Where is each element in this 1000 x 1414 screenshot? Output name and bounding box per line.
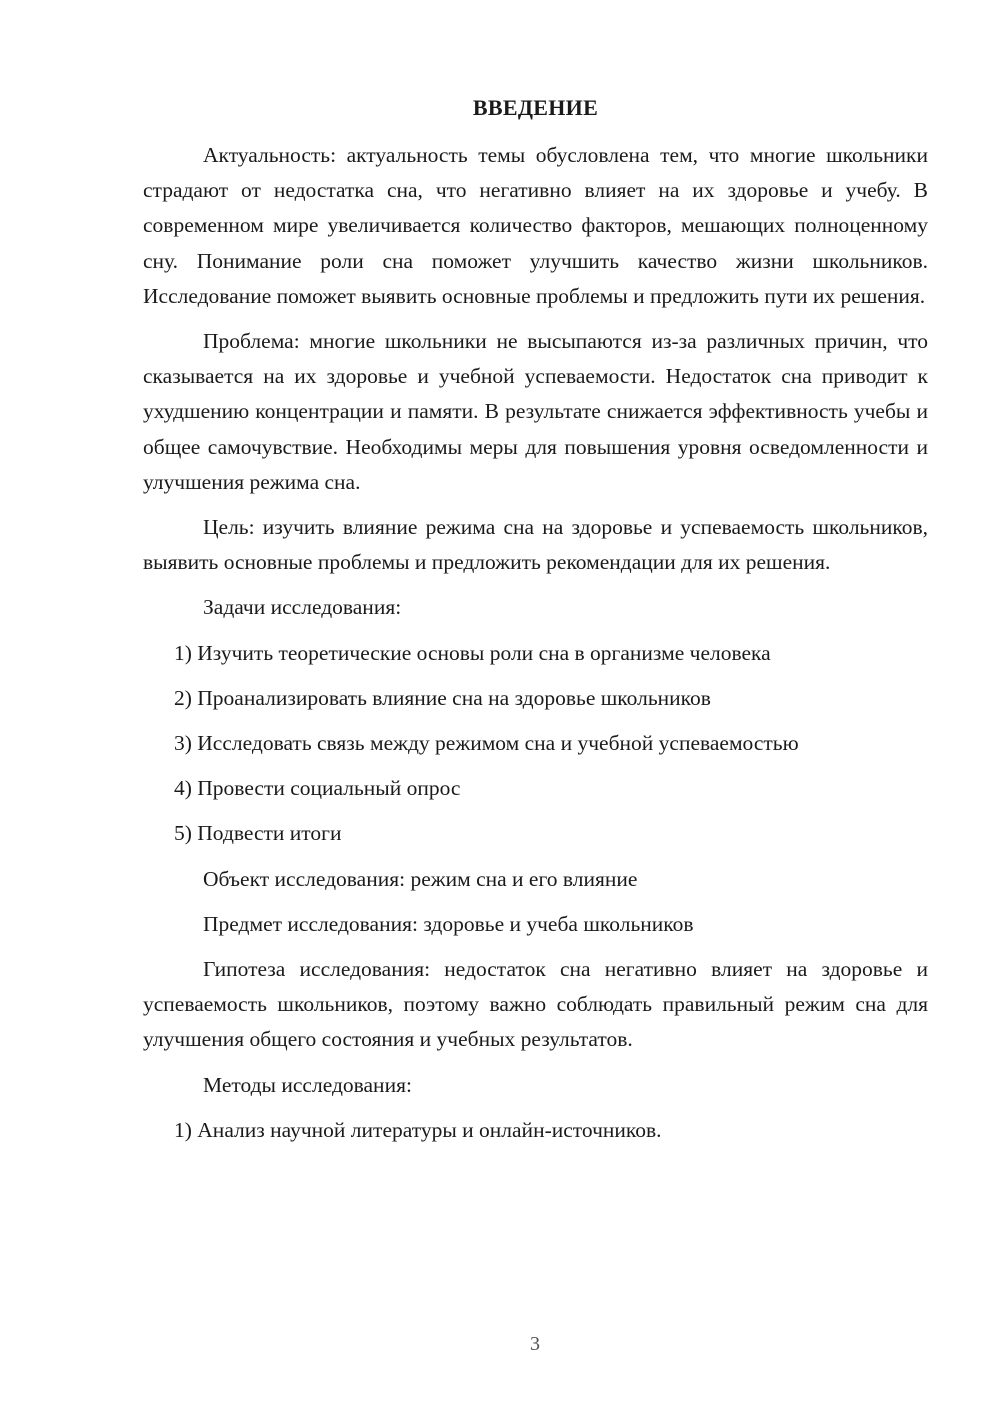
task-item-2: 2) Проанализировать влияние сна на здоровье школьников — [174, 685, 711, 710]
paragraph-problem: Проблема: многие школьники не высыпаются из-за различных причин, что сказывается на их здоровье и учебной успеваемости. Недостаток сна приводит к ухудшению концентрации и памяти. В результате снижается эффективность учебы и общее самочувствие. Необходимы меры для повышения уровня осведомленности и улучшения режима сна. — [143, 329, 928, 494]
paragraph-relevance: Актуальность: актуальность темы обусловлена тем, что многие школьники страдают от недостатка сна, что негативно влияет на их здоровье и учебу. В современном мире увеличивается количество факторов, мешающих полноценному сну. Понимание роли сна поможет улучшить качество жизни школьников. Исследование поможет выявить основные проблемы и предложить пути их решения. — [143, 143, 928, 308]
section-title: ВВЕДЕНИЕ — [472, 95, 599, 120]
tasks-heading: Задачи исследования: — [203, 595, 402, 620]
task-item-4: 4) Провести социальный опрос — [174, 776, 461, 801]
page-number: 3 — [530, 1333, 540, 1355]
paragraph-goal: Цель: изучить влияние режима сна на здоровье и успеваемость школьников, выявить основные проблемы и предложить рекомендации для их решения. — [143, 515, 928, 575]
task-item-3: 3) Исследовать связь между режимом сна и учебной успеваемостью — [174, 731, 799, 756]
task-item-5: 5) Подвести итоги — [174, 821, 342, 846]
research-subject: Предмет исследования: здоровье и учеба школьников — [203, 911, 694, 936]
paragraph-hypothesis: Гипотеза исследования: недостаток сна негативно влияет на здоровье и успеваемость школьников, поэтому важно соблюдать правильный режим сна для улучшения общего состояния и учебных результатов. — [143, 957, 928, 1052]
methods-heading: Методы исследования: — [203, 1072, 412, 1097]
task-item-1: 1) Изучить теоретические основы роли сна в организме человека — [174, 640, 771, 665]
method-item-1: 1) Анализ научной литературы и онлайн-источников. — [174, 1117, 662, 1142]
research-object: Объект исследования: режим сна и его влияние — [203, 866, 638, 891]
document-page — [143, 92, 928, 1158]
